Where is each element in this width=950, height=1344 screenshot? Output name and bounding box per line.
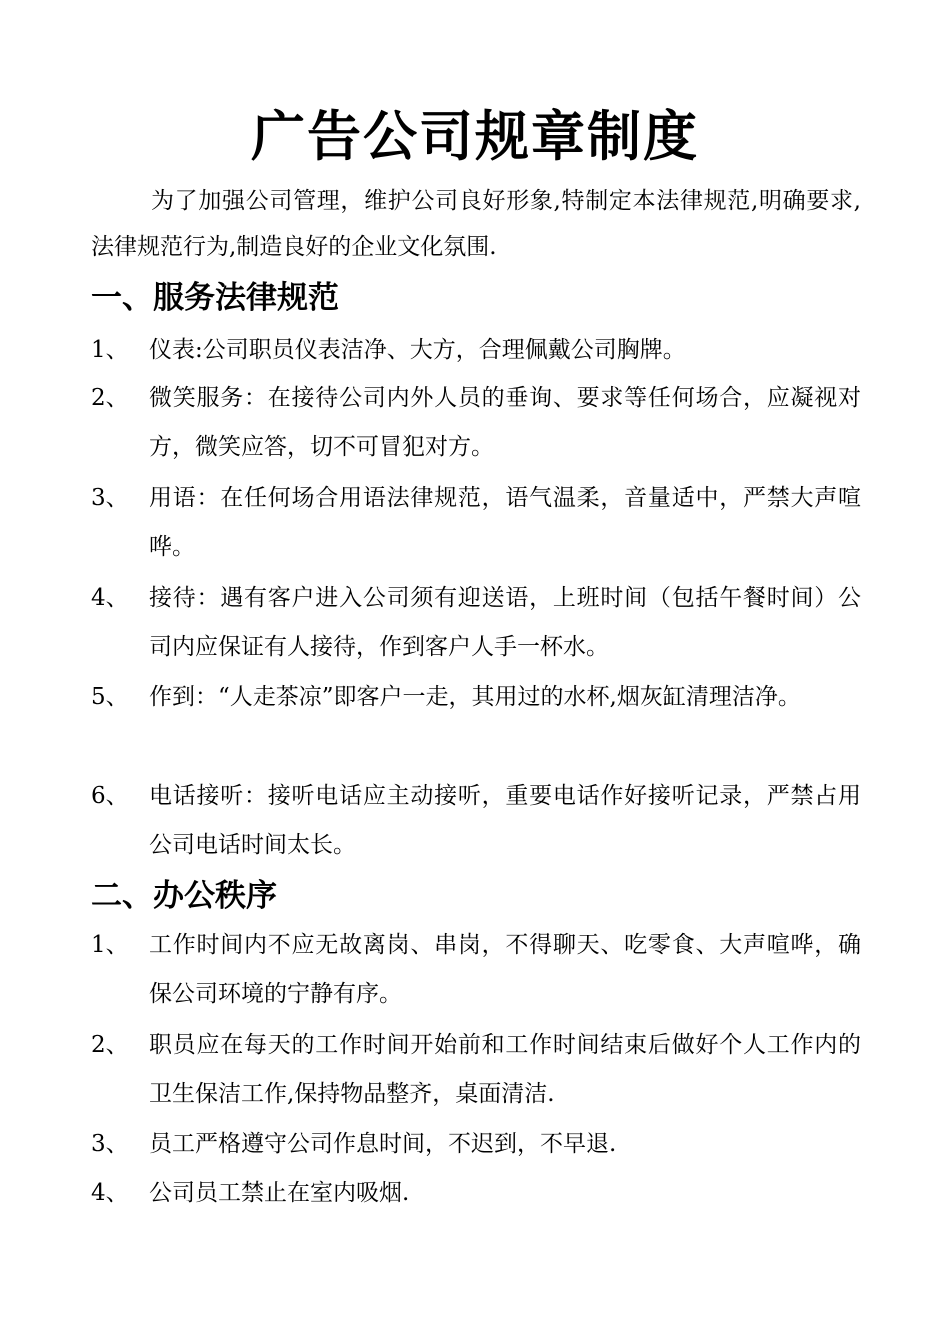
list-item-text: 工作时间内不应无故离岗、串岗，不得聊天、吃零食、大声喧哗，确保公司环境的宁静有序。 bbox=[149, 932, 861, 1007]
list-item-number: 2、 bbox=[91, 1032, 129, 1058]
document-title: 广告公司规章制度 bbox=[251, 105, 699, 168]
list-item-text: 用语：在任何场合用语法律规范，语气温柔，音量适中，严禁大声喧哗。 bbox=[149, 485, 861, 560]
list-item-number: 1、 bbox=[91, 337, 129, 363]
list-item bbox=[91, 326, 861, 375]
intro-paragraph: 为了加强公司管理，维护公司良好形象,特制定本法律规范,明确要求,法律规范行为,制造良好的企业文化氛围. bbox=[91, 188, 861, 260]
list-item-number: 1、 bbox=[91, 932, 129, 958]
section-heading-service: 一、服务法律规范 bbox=[91, 280, 339, 316]
list-item bbox=[91, 673, 861, 722]
list-item-number: 6、 bbox=[91, 783, 129, 809]
list-item bbox=[91, 921, 861, 1019]
list-item bbox=[91, 374, 861, 472]
list-item-text: 接待：遇有客户进入公司须有迎送语，上班时间（包括午餐时间）公司内应保证有人接待，作到客户人手一杯水。 bbox=[149, 585, 861, 660]
list-item-number: 4、 bbox=[91, 1180, 129, 1206]
list-item bbox=[91, 772, 861, 870]
list-item-text: 作到：“人走茶凉”即客户一走，其用过的水杯,烟灰缸清理洁净。 bbox=[149, 684, 801, 710]
list-item bbox=[91, 474, 861, 572]
list-item-text: 电话接听：接听电话应主动接听，重要电话作好接听记录，严禁占用公司电话时间太长。 bbox=[149, 783, 861, 858]
list-item bbox=[91, 1120, 861, 1169]
list-item bbox=[91, 574, 861, 672]
list-item-number: 4、 bbox=[91, 585, 129, 611]
list-item-number: 5、 bbox=[91, 684, 129, 710]
list-item-text: 职员应在每天的工作时间开始前和工作时间结束后做好个人工作内的卫生保洁工作,保持物品整齐，桌面清洁. bbox=[149, 1032, 861, 1107]
list-item bbox=[91, 1021, 861, 1119]
list-item bbox=[91, 1169, 861, 1218]
list-item-text: 员工严格遵守公司作息时间，不迟到，不早退. bbox=[149, 1131, 617, 1157]
list-item-text: 仪表:公司职员仪表洁净、大方，合理佩戴公司胸牌。 bbox=[149, 337, 686, 363]
list-item-number: 2、 bbox=[91, 385, 129, 411]
section-heading-office-order: 二、办公秩序 bbox=[91, 878, 277, 914]
list-item-text: 微笑服务：在接待公司内外人员的垂询、要求等任何场合，应凝视对方，微笑应答，切不可冒犯对方。 bbox=[149, 385, 861, 460]
list-item-number: 3、 bbox=[91, 485, 129, 511]
list-item-number: 3、 bbox=[91, 1131, 129, 1157]
list-item-text: 公司员工禁止在室内吸烟. bbox=[149, 1180, 410, 1206]
